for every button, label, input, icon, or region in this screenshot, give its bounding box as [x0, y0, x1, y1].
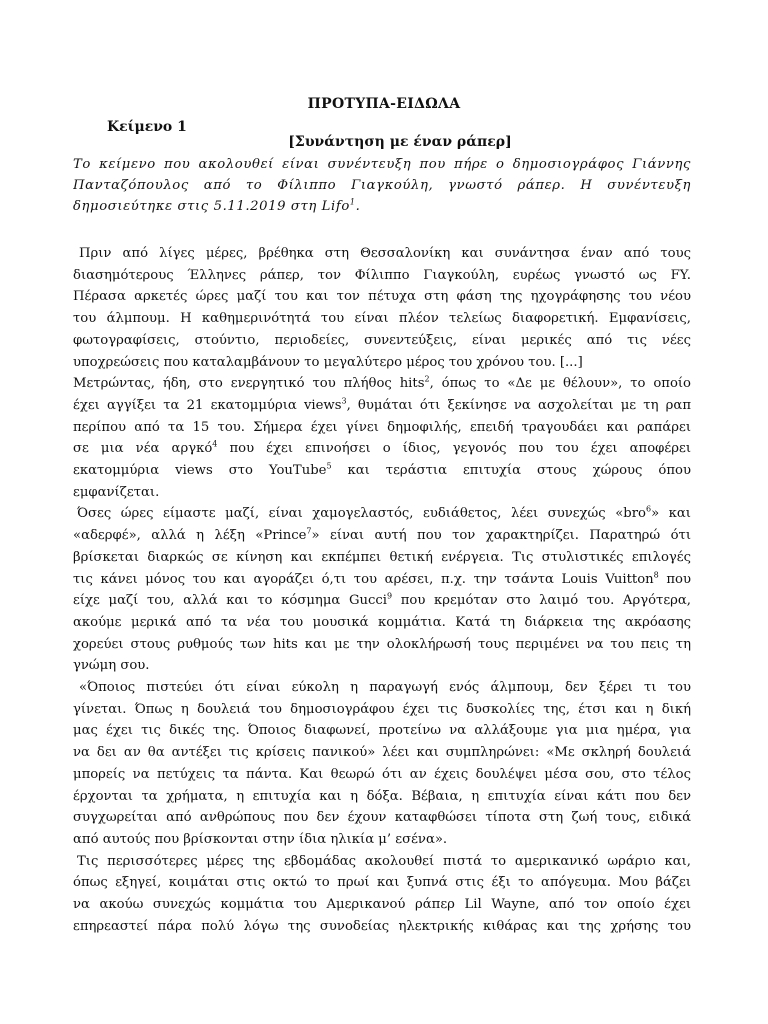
paragraph — [73, 373, 691, 503]
text-run: τις κάνει μόνος του και αγοράζει ό,τι του αρέσει, π.χ. την τσάντα Louis Vuitton — [73, 571, 654, 587]
paragraph-line — [73, 373, 691, 395]
text-run: «αδερφέ», αλλά η λέξη «Prince — [73, 528, 307, 544]
paragraph-line — [73, 503, 691, 525]
paragraph-line: να ακούω συνεχώς κομμάτια του Αμερικανού ράπερ Lil Wayne, από τον οποίο έχει — [73, 897, 691, 913]
paragraph-line: συγχωρείται από ανθρώπους που δεν έχουν καταφθώσει τίποτα στη ζωή τους, ειδικά — [73, 810, 691, 826]
footnote-marker: 2 — [424, 374, 430, 384]
text-run: που έχει επινοήσει ο ίδιος, γεγονός που του έχει αποφέρει — [217, 441, 691, 457]
intro-line-end: . — [355, 199, 361, 214]
paragraph-line: του άλμπουμ. Η καθημερινότητά του είναι πλέον τελείως διαφορετική. Εμφανίσεις, — [73, 311, 691, 327]
paragraph — [73, 851, 691, 938]
intro-line — [73, 196, 691, 217]
text-run: , θυμάται ότι ξεκίνησε να ασχολείται με τη ραπ — [346, 397, 691, 413]
paragraph-line: γίνεται. Όπως η δουλειά του δημοσιογράφου έχει τις δυσκολίες της, έτσι και η δική — [73, 701, 691, 717]
intro-line-text: δημοσιεύτηκε στις 5.11.2019 στη Lifo — [73, 199, 350, 214]
paragraph-line: ακούμε μερικά από τα νέα του μουσικά κομμάτια. Κατά τη διάρκεια της ακρόασης — [73, 614, 691, 630]
paragraph-line — [73, 590, 691, 612]
text-run: » είναι αυτή που τον χαρακτηρίζει. Παρατηρώ ότι — [311, 528, 691, 544]
paragraph-line — [73, 525, 691, 547]
paragraph-line: έρχονται τα χρήματα, η επιτυχία και η δόξα. Βέβαια, η επιτυχία είναι κάτι που δεν — [73, 788, 691, 804]
paragraph-line: Πριν από λίγες μέρες, βρέθηκα στη Θεσσαλονίκη και συνάντησα έναν από τους — [79, 246, 691, 261]
text-run: , όπως το «Δε με θέλουν», το οποίο — [429, 376, 691, 392]
paragraph-line: μας έχει τις δικές της. Όποιος διαφωνεί, προτείνω να αλλάξουμε για μια ημέρα, για — [73, 723, 691, 739]
text-run: που — [658, 571, 691, 587]
footnote-marker: 7 — [306, 526, 312, 536]
text-run: έχει αγγίξει τα 21 εκατομμύρια views — [73, 397, 342, 413]
footnote-marker: 4 — [212, 439, 218, 449]
paragraph-line: διασημότερους Έλληνες ράπερ, τον Φίλιππο Γιαγκούλη, ευρέως γνωστό ως FY. — [73, 267, 691, 283]
paragraph — [73, 677, 691, 851]
paragraph-line: φωτογραφίσεις, στούντιο, περιοδείες, συνεντεύξεις, είναι μερικές από τις νέες — [73, 332, 691, 348]
paragraph — [73, 503, 691, 677]
intro-paragraph — [73, 154, 691, 217]
paragraph-line: περίπου από τα 15 του. Σήμερα έχει γίνει δημοφιλής, επειδή τραγουδάει και ραπάρει — [73, 419, 691, 435]
paragraph-line: Πέρασα αρκετές ώρες μαζί του και τον πέτυχα στη φάση της ηχογράφησης του νέου — [73, 289, 691, 305]
paragraph-line: από αυτούς που βρίσκονται στην ίδια ηλικία μ’ εσένα». — [73, 831, 448, 847]
paragraph-line — [73, 460, 691, 482]
text-run: είχε μαζί του, αλλά και το κόσμημα Gucci — [73, 593, 387, 609]
paragraph-line — [73, 438, 691, 460]
text-run: εκατομμύρια views στο YouTube — [73, 463, 327, 479]
footnote-marker: 8 — [653, 570, 659, 580]
intro-line: Το κείμενο που ακολουθεί είναι συνέντευξη που πήρε ο δημοσιογράφος Γιάννης — [73, 157, 691, 172]
paragraph-line: όπως εξηγεί, κοιμάται στις οκτώ το πρωί και ξυπνά στις έξι το απόγευμα. Μου βάζει — [73, 875, 691, 891]
article-subtitle: [Συνάντηση με έναν ράπερ] — [288, 134, 512, 150]
paragraph-line: βρίσκεται διαρκώς σε κίνηση και εκπέμπει θετική ενέργεια. Τις στυλιστικές επιλογές — [73, 549, 691, 565]
section-label: Κείμενο 1 — [107, 119, 187, 135]
paragraph — [73, 243, 691, 373]
paragraph-line: επηρεαστεί πάρα πολύ λόγω της συνοδείας ηλεκτρικής κιθάρας και της χρήσης του — [73, 918, 691, 934]
footnote-marker: 1 — [349, 197, 356, 207]
footnote-marker: 9 — [387, 591, 393, 601]
footnote-marker: 6 — [645, 505, 652, 515]
paragraph-line: Τις περισσότερες μέρες της εβδομάδας ακολουθεί πιστά το αμερικανικό ωράριο και, — [77, 853, 691, 869]
paragraph-line: να δει αν θα αντέξει τις κρίσεις πανικού» λέει και συμπληρώνει: «Με σκληρή δουλειά — [73, 745, 691, 761]
article-body — [73, 243, 691, 938]
paragraph-line: μπορείς να πετύχεις τα πάντα. Και θεωρώ ότι αν έχεις δουλέψει μέσα σου, στο τέλος — [73, 766, 691, 782]
paragraph-line — [73, 395, 691, 417]
text-run: και τεράστια επιτυχία στους χώρους όπου — [331, 463, 691, 479]
text-run: Μετρώντας, ήδη, στο ενεργητικό του πλήθος hits — [73, 376, 425, 392]
paragraph-line: χορεύει στους ρυθμούς των hits και με την ολοκλήρωσή τους περιμένει να του πεις τη — [73, 636, 691, 652]
paragraph-line: εμφανίζεται. — [73, 484, 160, 500]
text-run: σε μια νέα αργκό — [73, 441, 213, 457]
paragraph-line — [73, 569, 691, 591]
paragraph-line: γνώμη σου. — [73, 658, 150, 674]
footnote-marker: 3 — [341, 396, 347, 406]
paragraph-line: υποχρεώσεις που καταλαμβάνουν το μεγαλύτερο μέρος του χρόνου του. [...] — [73, 354, 583, 370]
text-run: Όσες ώρες είμαστε μαζί, είναι χαμογελαστός, ευδιάθετος, λέει συνεχώς «bro — [77, 506, 646, 522]
document-title: ΠΡΟΤΥΠΑ-ΕΙΔΩΛΑ — [307, 96, 461, 112]
footnote-marker: 5 — [326, 461, 332, 471]
text-run: » και — [651, 506, 691, 522]
paragraph-line: «Όποιος πιστεύει ότι είναι εύκολη η παραγωγή ενός άλμπουμ, δεν ξέρει τι του — [79, 680, 691, 696]
text-run: που κρεμόταν στο λαιμό του. Αργότερα, — [392, 593, 691, 609]
intro-line: Πανταζόπουλος από το Φίλιππο Γιαγκούλη, γνωστό ράπερ. Η συνέντευξη — [73, 178, 691, 193]
